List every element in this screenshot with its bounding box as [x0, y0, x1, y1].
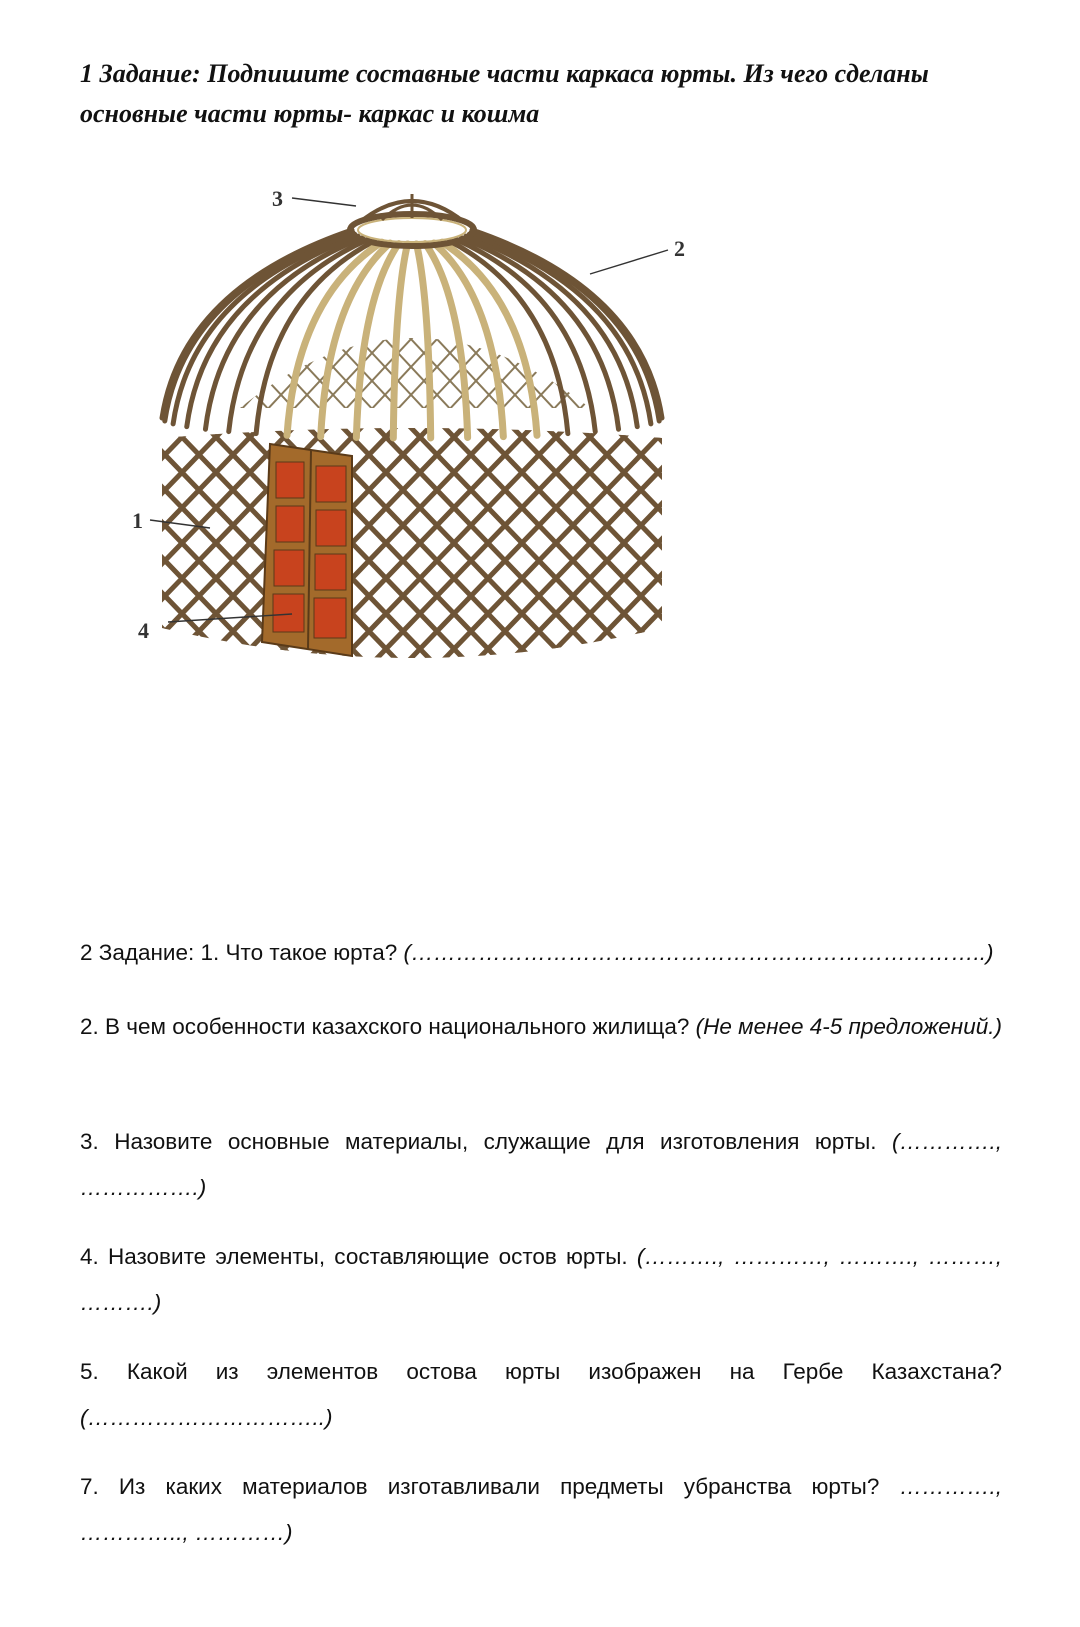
yurt-inner-lattice: [120, 278, 760, 428]
yurt-door: [262, 444, 352, 656]
label-2: 2: [674, 236, 685, 261]
question-7-text: 7. Из каких материалов изготавливали предметы убранства юрты?: [80, 1474, 900, 1499]
question-1-text: 2 Задание: 1. Что такое юрта?: [80, 940, 404, 965]
question-1: [80, 930, 1002, 976]
question-2-text: 2. В чем особенности казахского национального жилища?: [80, 1014, 696, 1039]
question-4-answer: (………., …………, ………., ………, ……….): [80, 1244, 1002, 1315]
question-5-text: 5. Какой из элементов остова юрты изображен на Гербе Казахстана?: [80, 1359, 1002, 1384]
yurt-lattice-wall: [120, 408, 760, 678]
yurt-illustration: [120, 158, 760, 718]
yurt-roof-poles: [162, 230, 662, 438]
label-4: 4: [138, 618, 149, 643]
question-5: [80, 1349, 1002, 1441]
question-2-answer: (Не менее 4-5 предложений.): [695, 1014, 1002, 1039]
question-4-text: 4. Назовите элементы, составляющие остов юрты.: [80, 1244, 637, 1269]
question-1-answer: (…………………………………………………………………..): [403, 940, 994, 965]
task1-heading: 1 Задание: Подпишите составные части каркаса юрты. Из чего сделаны основные части юрты- каркас и кошма: [80, 59, 929, 128]
question-5-answer: (…………………………..): [80, 1405, 333, 1430]
question-7-answer: …………., ………….., …………): [80, 1474, 1002, 1545]
label-3: 3: [272, 186, 283, 211]
label-1: 1: [132, 508, 143, 533]
question-3-answer: (…………., …………….): [80, 1129, 1002, 1200]
question-3: [80, 1119, 1002, 1211]
question-2: [80, 1004, 1002, 1050]
question-3-text: 3. Назовите основные материалы, служащие для изготовления юрты.: [80, 1129, 892, 1154]
question-7: [80, 1464, 1002, 1556]
question-4: [80, 1234, 1002, 1326]
yurt-frame-figure: [120, 158, 760, 718]
